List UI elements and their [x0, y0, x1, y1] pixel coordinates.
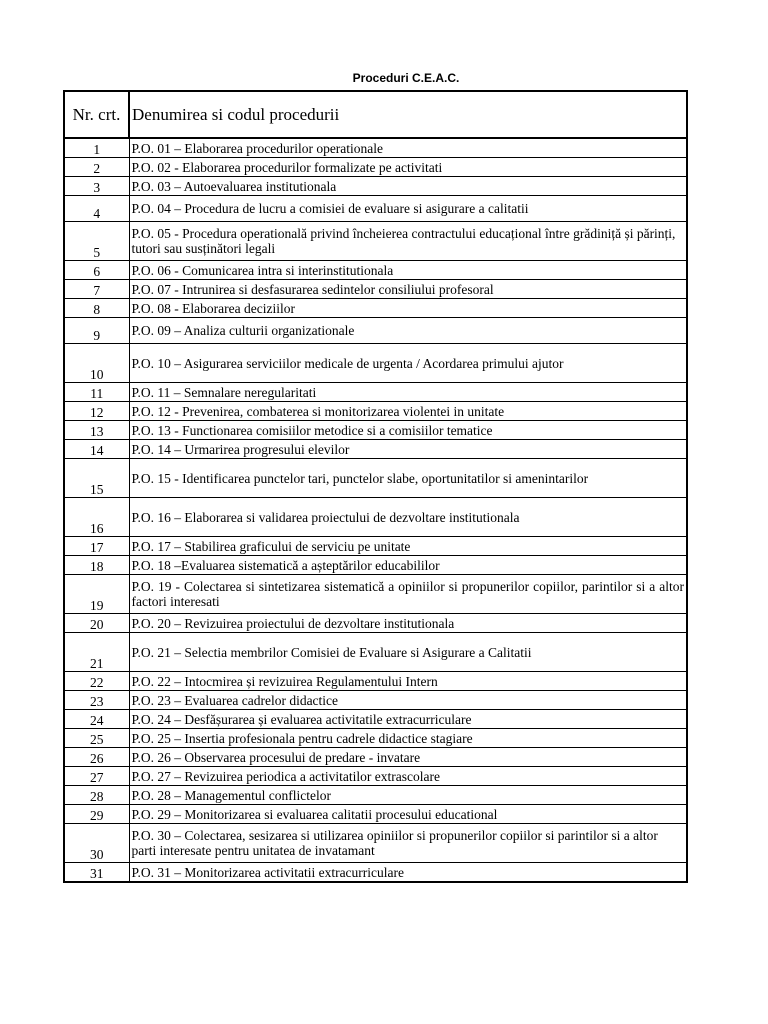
- row-number: 23: [64, 691, 129, 710]
- table-row: [64, 177, 687, 196]
- table-row: [64, 318, 687, 344]
- row-number: 25: [64, 729, 129, 748]
- table-row: [64, 710, 687, 729]
- table-row: [64, 196, 687, 222]
- procedure-name: P.O. 01 – Elaborarea procedurilor operationale: [129, 138, 687, 158]
- table-row: [64, 421, 687, 440]
- procedure-name: P.O. 25 – Insertia profesionala pentru cadrele didactice stagiare: [129, 729, 687, 748]
- procedure-name: P.O. 20 – Revizuirea proiectului de dezvoltare institutionala: [129, 614, 687, 633]
- row-number: 24: [64, 710, 129, 729]
- table-row: [64, 824, 687, 863]
- row-number: 4: [64, 196, 129, 222]
- header-nr: Nr. crt.: [64, 91, 129, 138]
- table-row: [64, 261, 687, 280]
- row-number: 31: [64, 863, 129, 883]
- table-row: [64, 344, 687, 383]
- procedure-name: P.O. 30 – Colectarea, sesizarea si utilizarea opiniilor si propunerilor copiilor si parintilor si a altor parti interesate pentru unitatea de invatamant: [129, 824, 687, 863]
- procedure-name: P.O. 26 – Observarea procesului de predare - invatare: [129, 748, 687, 767]
- procedure-name: P.O. 14 – Urmarirea progresului elevilor: [129, 440, 687, 459]
- procedure-name: P.O. 15 - Identificarea punctelor tari, punctelor slabe, oportunitatilor si amenintarilor: [129, 459, 687, 498]
- table-row: [64, 158, 687, 177]
- procedure-name: P.O. 23 – Evaluarea cadrelor didactice: [129, 691, 687, 710]
- table-row: [64, 805, 687, 824]
- procedure-name: P.O. 07 - Intrunirea si desfasurarea sedintelor consiliului profesoral: [129, 280, 687, 299]
- table-row: [64, 383, 687, 402]
- table-row: [64, 138, 687, 158]
- row-number: 12: [64, 402, 129, 421]
- row-number: 16: [64, 498, 129, 537]
- table-header-row: [64, 91, 687, 138]
- procedure-name: P.O. 24 – Desfășurarea și evaluarea activitatile extracurriculare: [129, 710, 687, 729]
- procedure-name: P.O. 19 - Colectarea si sintetizarea sistematică a opiniilor si propunerilor copiilor, parintilor si a altor factori interesati: [129, 575, 687, 614]
- row-number: 11: [64, 383, 129, 402]
- row-number: 29: [64, 805, 129, 824]
- table-row: [64, 729, 687, 748]
- procedure-name: P.O. 16 – Elaborarea si validarea proiectului de dezvoltare institutionala: [129, 498, 687, 537]
- table-row: [64, 614, 687, 633]
- table-row: [64, 633, 687, 672]
- row-number: 7: [64, 280, 129, 299]
- procedure-name: P.O. 21 – Selectia membrilor Comisiei de Evaluare si Asigurare a Calitatii: [129, 633, 687, 672]
- header-name: Denumirea si codul procedurii: [129, 91, 687, 138]
- table-row: [64, 672, 687, 691]
- document-title: Proceduri C.E.A.C.: [352, 71, 460, 85]
- procedure-name: P.O. 10 – Asigurarea serviciilor medicale de urgenta / Acordarea primului ajutor: [129, 344, 687, 383]
- procedure-name: P.O. 17 – Stabilirea graficului de serviciu pe unitate: [129, 537, 687, 556]
- table-row: [64, 222, 687, 261]
- procedure-name: P.O. 09 – Analiza culturii organizationale: [129, 318, 687, 344]
- row-number: 21: [64, 633, 129, 672]
- procedure-name: P.O. 27 – Revizuirea periodica a activitatilor extrascolare: [129, 767, 687, 786]
- row-number: 3: [64, 177, 129, 196]
- table-row: [64, 299, 687, 318]
- row-number: 30: [64, 824, 129, 863]
- procedure-name: P.O. 22 – Intocmirea și revizuirea Regulamentului Intern: [129, 672, 687, 691]
- row-number: 28: [64, 786, 129, 805]
- row-number: 26: [64, 748, 129, 767]
- table-body: [64, 138, 687, 882]
- table-row: [64, 691, 687, 710]
- table-row: [64, 280, 687, 299]
- row-number: 15: [64, 459, 129, 498]
- procedure-name: P.O. 02 - Elaborarea procedurilor formalizate pe activitati: [129, 158, 687, 177]
- procedure-name: P.O. 08 - Elaborarea deciziilor: [129, 299, 687, 318]
- table-row: [64, 786, 687, 805]
- procedures-table: [63, 90, 688, 883]
- table-row: [64, 556, 687, 575]
- table-row: [64, 402, 687, 421]
- table-row: [64, 575, 687, 614]
- table-row: [64, 440, 687, 459]
- row-number: 27: [64, 767, 129, 786]
- procedure-name: P.O. 29 – Monitorizarea si evaluarea calitatii procesului educational: [129, 805, 687, 824]
- procedure-name: P.O. 11 – Semnalare neregularitati: [129, 383, 687, 402]
- procedure-name: P.O. 12 - Prevenirea, combaterea si monitorizarea violentei in unitate: [129, 402, 687, 421]
- table-row: [64, 767, 687, 786]
- row-number: 9: [64, 318, 129, 344]
- procedure-name: P.O. 13 - Functionarea comisiilor metodice si a comisiilor tematice: [129, 421, 687, 440]
- row-number: 17: [64, 537, 129, 556]
- procedure-name: P.O. 18 –Evaluarea sistematică a așteptărilor educabililor: [129, 556, 687, 575]
- row-number: 5: [64, 222, 129, 261]
- row-number: 10: [64, 344, 129, 383]
- row-number: 8: [64, 299, 129, 318]
- row-number: 2: [64, 158, 129, 177]
- procedure-name: P.O. 31 – Monitorizarea activitatii extracurriculare: [129, 863, 687, 883]
- table-row: [64, 498, 687, 537]
- row-number: 6: [64, 261, 129, 280]
- procedure-name: P.O. 06 - Comunicarea intra si interinstitutionala: [129, 261, 687, 280]
- row-number: 20: [64, 614, 129, 633]
- row-number: 1: [64, 138, 129, 158]
- table-row: [64, 748, 687, 767]
- procedure-name: P.O. 03 – Autoevaluarea institutionala: [129, 177, 687, 196]
- procedure-name: P.O. 28 – Managementul conflictelor: [129, 786, 687, 805]
- row-number: 14: [64, 440, 129, 459]
- table-row: [64, 459, 687, 498]
- table-row: [64, 863, 687, 883]
- row-number: 22: [64, 672, 129, 691]
- row-number: 18: [64, 556, 129, 575]
- procedure-name: P.O. 04 – Procedura de lucru a comisiei de evaluare si asigurare a calitatii: [129, 196, 687, 222]
- row-number: 13: [64, 421, 129, 440]
- row-number: 19: [64, 575, 129, 614]
- procedure-name: P.O. 05 - Procedura operatională privind încheierea contractului educațional între grădiniță și părinți, tutori sau susținători legali: [129, 222, 687, 261]
- table-row: [64, 537, 687, 556]
